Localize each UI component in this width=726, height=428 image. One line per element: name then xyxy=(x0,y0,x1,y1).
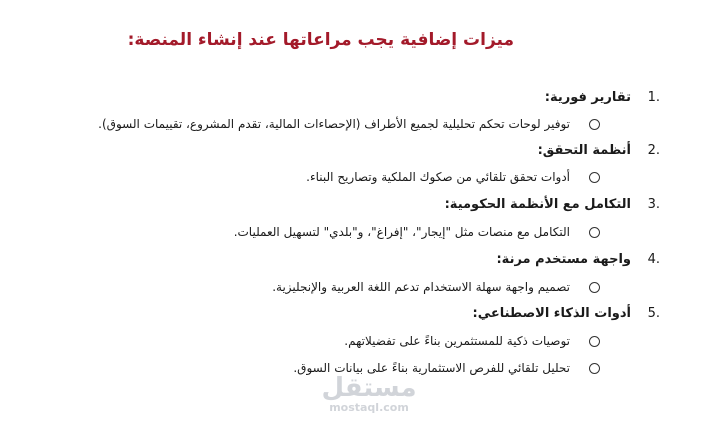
sub-point-text: التكامل مع منصات مثل "إيجار"، "إفراغ"، و"بلدي" لتسهيل العمليات. xyxy=(233,225,570,239)
sub-point-text: تصميم واجهة سهلة الاستخدام تدعم اللغة العربية والإنجليزية. xyxy=(272,280,570,294)
watermark-logo-text: مستقل xyxy=(321,373,417,403)
sub-point xyxy=(0,117,726,137)
list-item-2 xyxy=(0,143,726,163)
sub-point xyxy=(0,334,726,354)
circle-bullet-icon xyxy=(589,227,600,238)
item-heading: تقارير فورية: xyxy=(544,90,631,105)
circle-bullet-icon xyxy=(589,282,600,293)
document-title: ميزات إضافية يجب مراعاتها عند إنشاء المنصة: xyxy=(127,30,514,50)
circle-bullet-icon xyxy=(589,172,600,183)
list-item-4 xyxy=(0,252,726,272)
item-number: 5. xyxy=(647,306,660,321)
circle-bullet-icon xyxy=(589,119,600,130)
sub-point xyxy=(0,225,726,245)
sub-point-text: تحليل تلقائي للفرص الاستثمارية بناءً على بيانات السوق. xyxy=(293,361,570,375)
item-heading: التكامل مع الأنظمة الحكومية: xyxy=(444,197,631,212)
sub-point-text: أدوات تحقق تلقائي من صكوك الملكية وتصاريح البناء. xyxy=(306,170,570,184)
sub-point-text: توصيات ذكية للمستثمرين بناءً على تفضيلاتهم. xyxy=(344,334,570,348)
circle-bullet-icon xyxy=(589,363,600,374)
list-item-3 xyxy=(0,197,726,217)
sub-point xyxy=(0,280,726,300)
item-heading: أنظمة التحقق: xyxy=(537,143,631,158)
list-item-5 xyxy=(0,306,726,326)
item-heading: أدوات الذكاء الاصطناعي: xyxy=(472,306,631,321)
circle-bullet-icon xyxy=(589,336,600,347)
item-heading: واجهة مستخدم مرنة: xyxy=(496,252,631,267)
list-item-1 xyxy=(0,90,726,110)
mostaql-watermark xyxy=(314,374,424,414)
item-number: 1. xyxy=(647,90,660,105)
item-number: 2. xyxy=(647,143,660,158)
sub-point-text: توفير لوحات تحكم تحليلية لجميع الأطراف (الإحصاءات المالية، تقدم المشروع، تقييمات السوق). xyxy=(98,117,570,131)
item-number: 3. xyxy=(647,197,660,212)
sub-point xyxy=(0,170,726,190)
item-number: 4. xyxy=(647,252,660,267)
watermark-domain: mostaql.com xyxy=(329,401,409,414)
